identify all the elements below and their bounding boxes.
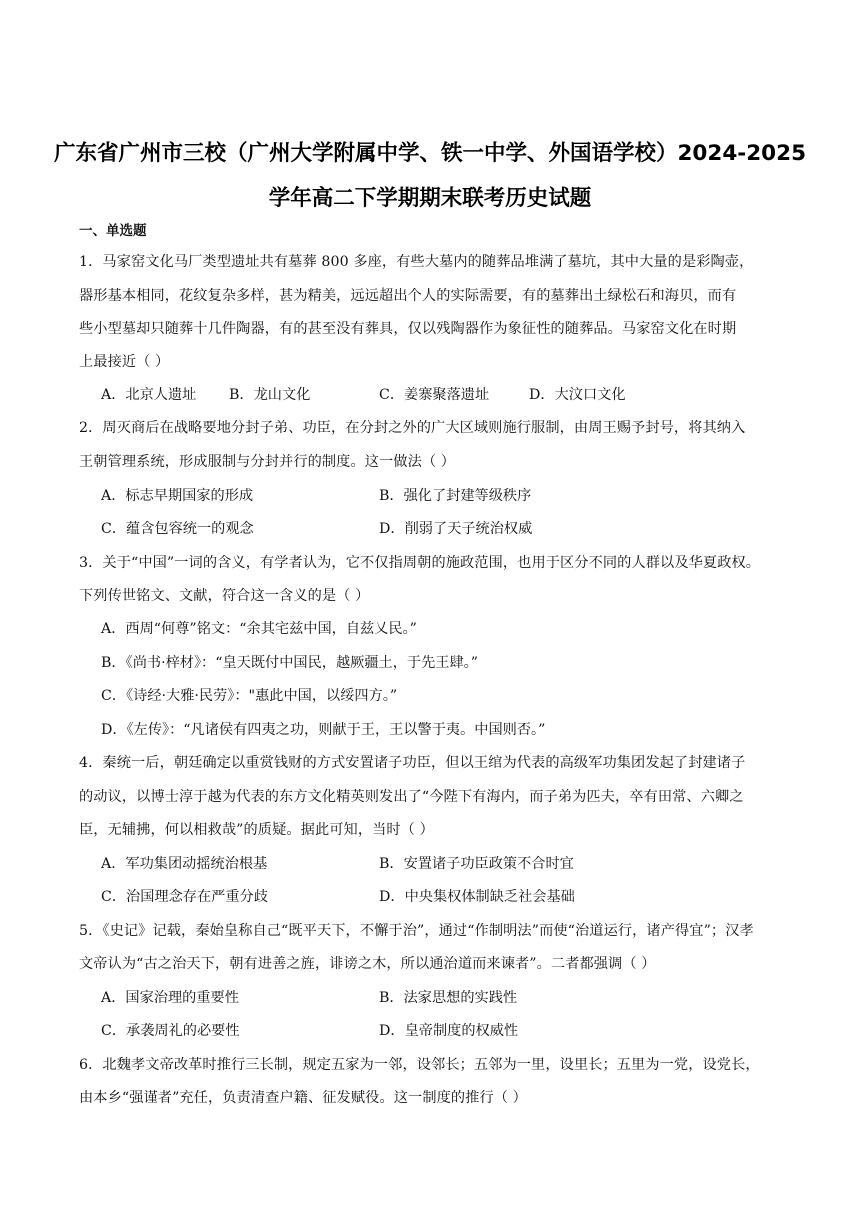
question-1-line-4: 上最接近（ ） <box>79 354 170 370</box>
question-3-option-b[interactable]: B．《尚书·梓材》：“皇天既付中国民，越厥疆土，于先王肆。” <box>101 655 479 671</box>
question-1-option-b[interactable]: B．龙山文化 <box>229 387 311 403</box>
question-4-line-2: 的动议，以博士淳于越为代表的东方文化精英则发出了“今陛下有海内，而子弟为匹夫，卒有田常、六卿之 <box>79 789 744 805</box>
question-2-option-a[interactable]: A．标志早期国家的形成 <box>101 488 254 504</box>
question-5-option-d[interactable]: D．皇帝制度的权威性 <box>379 1023 519 1039</box>
question-3-option-a[interactable]: A．西周“何尊”铭文：“余其宅兹中国，自兹乂民。” <box>101 621 417 637</box>
section-heading: 一、单选题 <box>79 223 147 239</box>
question-3-line-2: 下列传世铭文、文献，符合这一含义的是（ ） <box>79 588 370 604</box>
question-3-option-d[interactable]: D．《左传》：“凡诸侯有四夷之功，则献于王，王以警于夷。中国则否。” <box>101 722 546 738</box>
question-6-line-2: 由本乡“强谨者”充任，负责清查户籍、征发赋役。这一制度的推行（ ） <box>79 1090 527 1106</box>
question-4-line-3: 臣，无辅拂，何以相救哉”的质疑。据此可知，当时（ ） <box>79 822 434 838</box>
question-1-line-3: 些小型墓却只随葬十几件陶器，有的甚至没有葬具，仅以残陶器作为象征性的随葬品。马家窑文化在时期 <box>79 321 737 337</box>
question-4-option-c[interactable]: C．治国理念存在严重分歧 <box>101 889 268 905</box>
question-1-option-c[interactable]: C．姜寨聚落遗址 <box>379 387 490 403</box>
question-5-option-b[interactable]: B．法家思想的实践性 <box>379 990 518 1006</box>
question-5-line-1: 5．《史记》记载，秦始皇称自己“既平天下，不懈于治”，通过“作制明法”而使“治道运行，诸产得宜”；汉孝 <box>79 923 754 939</box>
question-4-option-b[interactable]: B．安置诸子功臣政策不合时宜 <box>379 856 574 872</box>
question-1-line-2: 器形基本相同，花纹复杂多样，甚为精美，远远超出个人的实际需要，有的墓葬出土绿松石和海贝，而有 <box>79 288 737 304</box>
question-3-line-1: 3．关于“中国”一词的含义，有学者认为，它不仅指周朝的施政范围，也用于区分不同的人群以及华夏政权。 <box>79 555 761 571</box>
question-4-option-a[interactable]: A．军功集团动摇统治根基 <box>101 856 268 872</box>
question-5-line-2: 文帝认为“古之治天下，朝有进善之旌，诽谤之木，所以通治道而来谏者”。二者都强调（ ） <box>79 956 656 972</box>
question-6-line-1: 6．北魏孝文帝改革时推行三长制，规定五家为一邻，设邻长；五邻为一里，设里长；五里为一党，设党长， <box>79 1057 760 1073</box>
question-1-option-d[interactable]: D．大汶口文化 <box>529 387 626 403</box>
question-2-line-1: 2．周灭商后在战略要地分封子弟、功臣，在分封之外的广大区域则施行服制，由周王赐予封号，将其纳入 <box>79 420 746 436</box>
exam-title-line2: 学年高二下学期期末联考历史试题 <box>268 186 592 211</box>
question-2-option-c[interactable]: C．蕴含包容统一的观念 <box>101 521 254 537</box>
question-5-option-c[interactable]: C．承袭周礼的必要性 <box>101 1023 240 1039</box>
exam-title-line1: 广东省广州市三校（广州大学附属中学、铁一中学、外国语学校）2024-2025 <box>53 141 807 166</box>
question-4-option-d[interactable]: D．中央集权体制缺乏社会基础 <box>379 889 575 905</box>
question-2-option-d[interactable]: D．削弱了天子统治权威 <box>379 521 533 537</box>
question-2-option-b[interactable]: B．强化了封建等级秩序 <box>379 488 532 504</box>
question-1-line-1: 1．马家窑文化马厂类型遗址共有墓葬 800 多座，有些大墓内的随葬品堆满了墓坑，其中大量的是彩陶壶， <box>79 254 754 270</box>
question-2-line-2: 王朝管理系统，形成服制与分封并行的制度。这一做法（ ） <box>79 454 456 470</box>
question-1-option-a[interactable]: A．北京人遗址 <box>101 387 197 403</box>
question-5-option-a[interactable]: A．国家治理的重要性 <box>101 990 239 1006</box>
question-4-line-1: 4．秦统一后，朝廷确定以重赏钱财的方式安置诸子功臣，但以王绾为代表的高级军功集团发起了封建诸子 <box>79 755 746 771</box>
question-3-option-c[interactable]: C．《诗经·大雅·民劳》："惠此中国，以绥四方。” <box>101 688 398 704</box>
